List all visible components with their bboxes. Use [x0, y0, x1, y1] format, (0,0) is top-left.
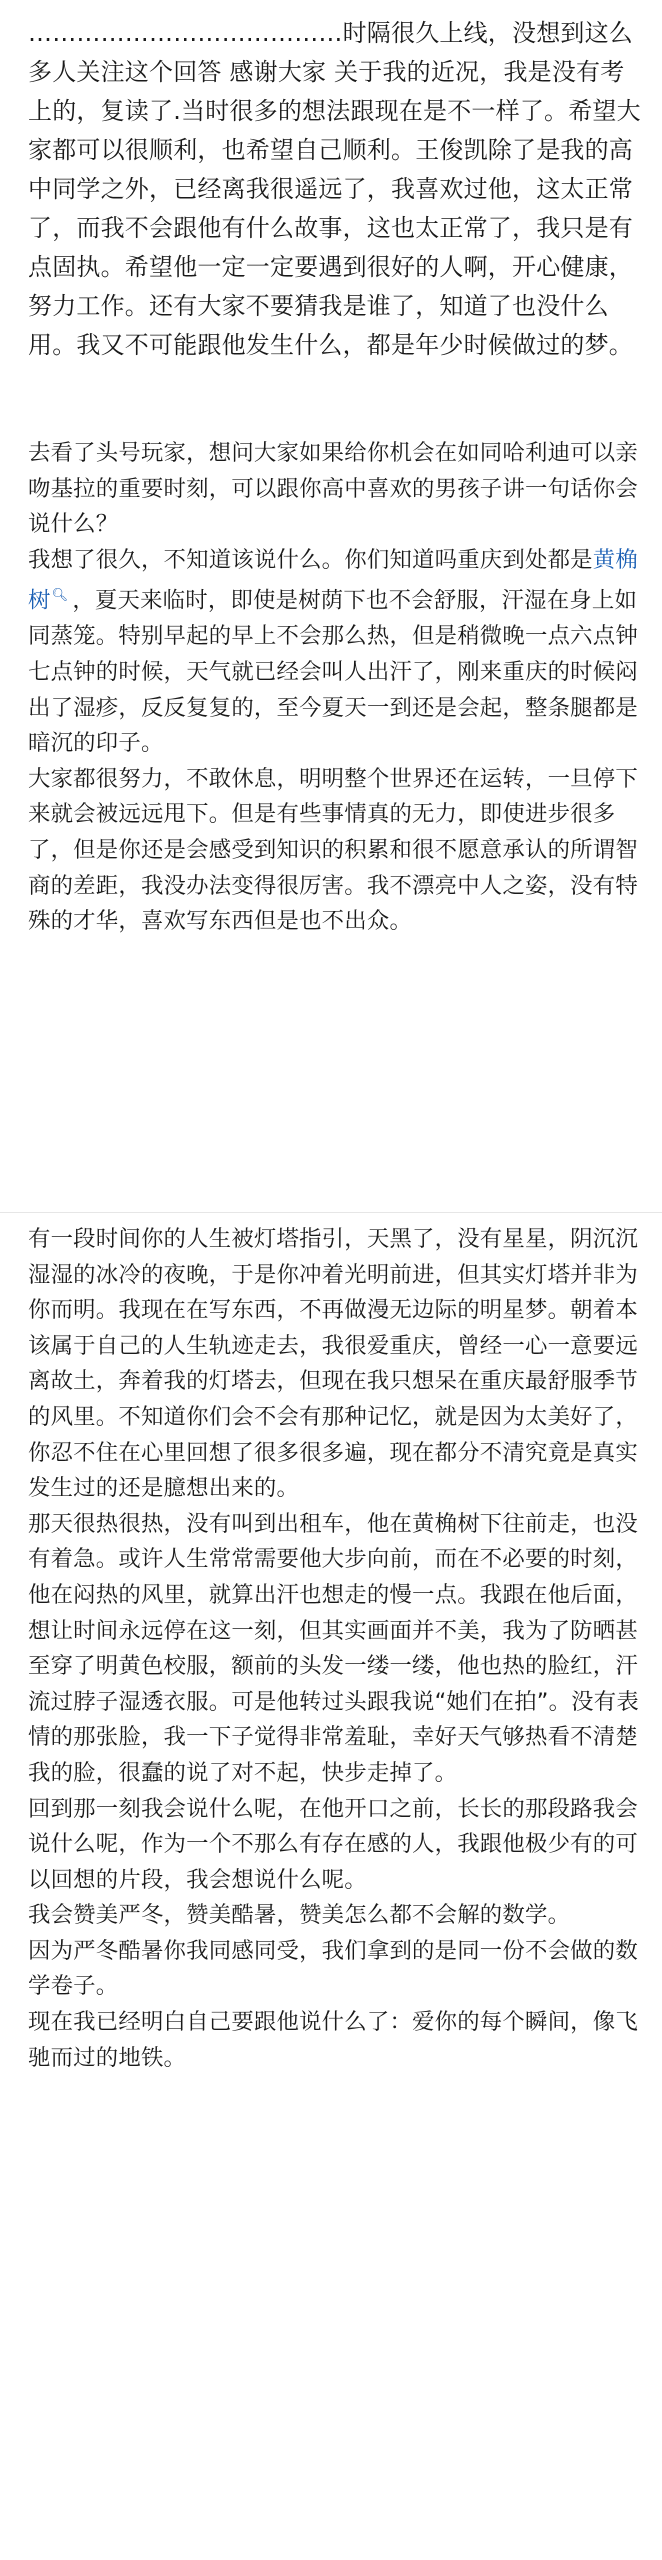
- intro-section: [0, 14, 662, 365]
- paragraph-lighthouse: 有一段时间你的人生被灯塔指引，天黑了，没有星星，阴沉沉湿湿的冰冷的夜晚，于是你冲着光明前进，但其实灯塔并非为你而明。我现在在写东西，不再做漫无边际的明星梦。朝着本该属于自己的人生轨迹走去，我很爱重庆，曾经一心一意要远离故土，奔着我的灯塔去，但现在我只想呆在重庆最舒服季节的风里。不知道你们会不会有那种记忆，就是因为太美好了，你忍不住在心里回想了很多很多遍，现在都分不清究竟是真实发生过的还是臆想出来的。: [28, 1226, 638, 1502]
- paragraph-subway: 现在我已经明白自己要跟他说什么了：爱你的每个瞬间，像飞驰而过的地铁。: [28, 2009, 638, 2071]
- search-icon[interactable]: 🔍︎: [51, 588, 69, 604]
- paragraph-chongqing-rest: ，夏天来临时，即使是树荫下也不会舒服，汗湿在身上如同蒸笼。特别早起的早上不会那么热，但是稍微晚一点六点钟七点钟的时候，天气就已经会叫人出汗了，刚来重庆的时候闷出了湿疹，反反复复的，至今夏天一到还是会起，整条腿都是暗沉的印子。: [28, 587, 638, 757]
- paragraph-chongqing-start: 我想了很久，不知道该说什么。你们知道吗重庆到处都是: [28, 546, 593, 573]
- paragraph-that-moment: 回到那一刻我会说什么呢，在他开口之前，长长的那段路我会说什么呢，作为一个不那么有存在感的人，我跟他极少有的可以回想的片段，我会想说什么呢。: [28, 1795, 638, 1893]
- memory-section: [0, 1222, 662, 2076]
- section-divider: [0, 1212, 662, 1213]
- paragraph-hot-day: 那天很热很热，没有叫到出租车，他在黄桷树下往前走，也没有着急。或许人生常常需要他大步向前，而在不必要的时刻，他在闷热的风里，就算出汗也想走的慢一点。我跟在他后面，想让时间永远停在这一刻，但其实画面并不美，我为了防晒甚至穿了明黄色校服，额前的头发一缕一缕，他也热的脸红，汗流过脖子湿透衣服。可是他转过头跟我说“她们在拍”。没有表情的那张脸，我一下子觉得非常羞耻，幸好天气够热看不清楚我的脸，很蠢的说了对不起，快步走掉了。: [28, 1510, 639, 1786]
- paragraph-praise: 我会赞美严冬，赞美酷暑，赞美怎么都不会解的数学。: [28, 1902, 571, 1929]
- paragraph-chongqing: [28, 543, 644, 762]
- paragraph-same-paper: 因为严冬酷暑你我同感同受，我们拿到的是同一份不会做的数学卷子。: [28, 1937, 638, 2000]
- intro-paragraph: …………………………………时隔很久上线，没想到这么多人关注这个回答 感谢大家 关于我的近况，我是没有考上的，复读了.当时很多的想法跟现在是不一样了。希望大家都可以很顺利，也希望自己顺利。王俊凯除了是我的高中同学之外，已经离我很遥远了，我喜欢过他，这太正常了，而我不会跟他有什么故事，这也太正常了，我只是有点固执。希望他一定一定要遇到很好的人啊，开心健康，努力工作。还有大家不要猜我是谁了，知道了也没什么用。我又不可能跟他发生什么，都是年少时候做过的梦。: [28, 19, 641, 359]
- paragraph-question: 去看了头号玩家，想问大家如果给你机会在如同哈利迪可以亲吻基拉的重要时刻，可以跟你高中喜欢的男孩子讲一句话你会说什么？: [28, 440, 638, 538]
- tree-search-link[interactable]: 黄桷树: [28, 546, 638, 614]
- story-section: [0, 436, 662, 940]
- paragraph-effort: 大家都很努力，不敢休息，明明整个世界还在运转，一旦停下来就会被远远甩下。但是有些事情真的无力，即使进步很多了，但是你还是会感受到知识的积累和很不愿意承认的所谓智商的差距，我没办法变得很厉害。我不漂亮中人之姿，没有特殊的才华，喜欢写东西但是也不出众。: [28, 765, 638, 935]
